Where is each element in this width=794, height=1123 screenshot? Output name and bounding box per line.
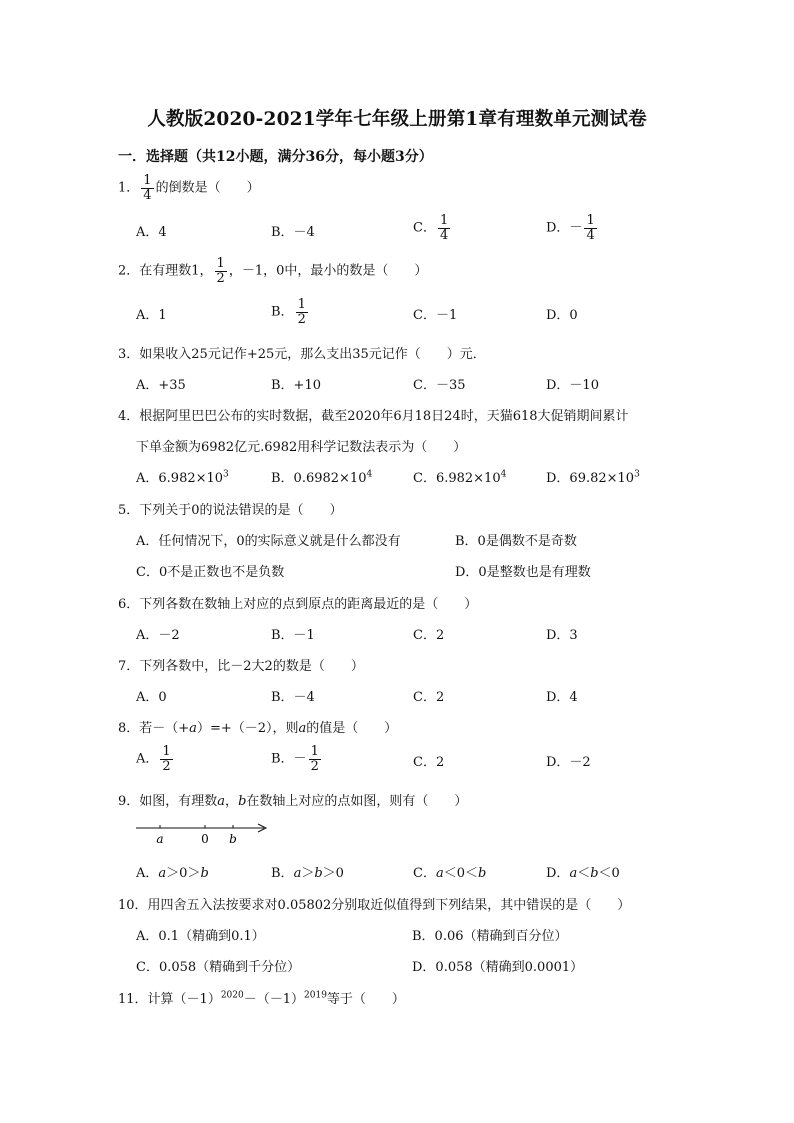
q6-option-a[interactable]: A．－2 — [136, 628, 180, 643]
number-line-figure — [136, 818, 276, 848]
q6-option-c[interactable]: C．2 — [413, 628, 445, 643]
q8-option-a[interactable]: A． $\frac{1}{2}$ — [136, 744, 171, 774]
question-4: 4．根据阿里巴巴公布的实时数据，截至2020年6月18日24时，天猫618大促销期间累计 — [118, 409, 629, 424]
question-8: 8．若－（+a）=+（－2），则a的值是（ ） — [118, 721, 398, 736]
q5-option-a[interactable]: A．任何情况下，0的实际意义就是什么都没有 — [136, 534, 401, 549]
question-text: 的倒数是（ ） — [155, 180, 260, 196]
q6-option-b[interactable]: B．－1 — [271, 628, 315, 643]
q7-option-d[interactable]: D．4 — [546, 690, 578, 705]
label-a: a — [156, 832, 164, 846]
q9-option-b[interactable]: B．a＞b＞0 — [271, 866, 344, 881]
q4-option-a[interactable]: A．$6.982\times 10^3$ — [136, 469, 229, 486]
question-10: 10．用四舍五入法按要求对0.05802分别取近似值得到下列结果，其中错误的是（ ） — [118, 898, 631, 913]
q5-option-c[interactable]: C．0不是正数也不是负数 — [136, 565, 285, 580]
q8-option-d[interactable]: D．－2 — [546, 755, 591, 770]
q8-option-c[interactable]: C．2 — [413, 755, 445, 770]
q3-option-a[interactable]: A．+35 — [136, 378, 186, 393]
q4-option-d[interactable]: D．$69.82\times 10^3$ — [546, 469, 640, 486]
q10-option-d[interactable]: D．0.058（精确到0.0001） — [412, 960, 584, 975]
question-number: 1． — [118, 180, 140, 196]
q6-option-d[interactable]: D．3 — [546, 628, 578, 643]
label-zero: 0 — [201, 832, 209, 846]
fraction: $\frac{1}{2}$ — [216, 256, 225, 286]
q7-option-a[interactable]: A．0 — [136, 690, 167, 705]
q10-option-a[interactable]: A．0.1（精确到0.1） — [136, 929, 265, 944]
label-b: b — [229, 832, 237, 846]
q10-option-c[interactable]: C．0.058（精确到千分位） — [136, 960, 301, 975]
question-6: 6．下列各数在数轴上对应的点到原点的距离最近的是（ ） — [118, 597, 478, 612]
q3-option-c[interactable]: C．－35 — [413, 378, 466, 393]
q4-option-c[interactable]: C．$6.982\times 10^4$ — [413, 469, 507, 486]
q2-option-d[interactable]: D．0 — [546, 308, 578, 323]
fraction: $\frac{1}{4}$ — [143, 173, 152, 203]
q7-option-c[interactable]: C．2 — [413, 690, 445, 705]
question-9: 9．如图，有理数a，b在数轴上对应的点如图，则有（ ） — [118, 794, 468, 809]
q2-option-b[interactable]: B． $\frac{1}{2}$ — [271, 297, 306, 327]
question-1 — [118, 174, 260, 202]
q9-option-d[interactable]: D．a＜b＜0 — [546, 866, 620, 881]
q1-option-a[interactable]: A．4 — [136, 225, 167, 240]
q1-option-c[interactable]: C． $\frac{1}{4}$ — [413, 213, 449, 243]
q3-option-b[interactable]: B．+10 — [271, 378, 321, 393]
section-heading: 一．选择题（共12小题，满分36分，每小题3分） — [118, 149, 433, 165]
question-7: 7．下列各数中，比－2大2的数是（ ） — [118, 659, 364, 674]
q2-option-c[interactable]: C．－1 — [413, 308, 458, 323]
q10-option-b[interactable]: B．0.06（精确到百分位） — [412, 929, 568, 944]
q5-option-b[interactable]: B．0是偶数不是奇数 — [455, 534, 577, 549]
q1-option-d[interactable]: D．－ $\frac{1}{4}$ — [546, 213, 595, 243]
question-5: 5．下列关于0的说法错误的是（ ） — [118, 503, 343, 518]
question-11: 11．计算$(-1)^{2020}-(-1)^{2019}$等于（ ） — [118, 990, 405, 1007]
page-title: 人教版2020-2021学年七年级上册第1章有理数单元测试卷 — [147, 109, 647, 130]
q9-option-a[interactable]: A．a＞0＞b — [136, 866, 209, 881]
question-4-line-2: 下单金额为6982亿元.6982用科学记数法表示为（ ） — [136, 440, 467, 455]
q9-option-c[interactable]: C．a＜0＜b — [413, 866, 487, 881]
q2-option-a[interactable]: A．1 — [136, 308, 167, 323]
q1-option-b[interactable]: B．－4 — [271, 225, 315, 240]
question-3: 3．如果收入25元记作+25元，那么支出35元记作（ ）元． — [118, 347, 486, 362]
q7-option-b[interactable]: B．－4 — [271, 690, 315, 705]
q4-option-b[interactable]: B．$0.6982\times 10^4$ — [271, 469, 373, 486]
question-2: 2．在有理数1， $\frac{1}{2}$ ，－1，0中，最小的数是（ ） — [118, 256, 428, 286]
q5-option-d[interactable]: D．0是整数也是有理数 — [455, 565, 591, 580]
q8-option-b[interactable]: B．－ $\frac{1}{2}$ — [271, 744, 319, 774]
q3-option-d[interactable]: D．－10 — [546, 378, 599, 393]
